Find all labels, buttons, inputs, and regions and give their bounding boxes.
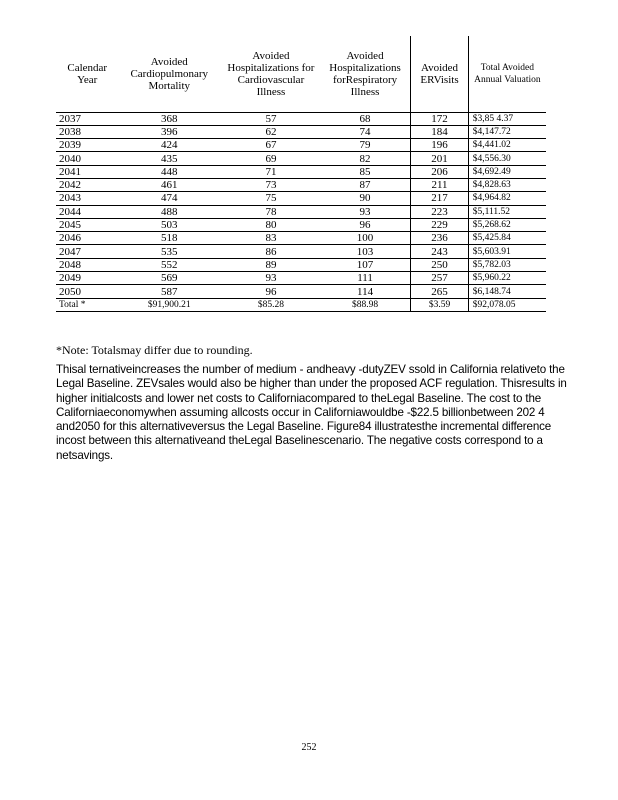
cell-valuation: $5,111.52 xyxy=(468,205,546,218)
cell-resp: 96 xyxy=(359,219,371,232)
cell-cardio: 80 xyxy=(265,219,277,232)
cell-valuation: $5,960.22 xyxy=(468,272,546,285)
cell-mortality: 435 xyxy=(161,152,178,165)
cell-resp: 114 xyxy=(357,285,374,298)
cell-year: 2039 xyxy=(59,139,81,152)
cell-valuation: $4,441.02 xyxy=(468,139,546,152)
cell-year: 2050 xyxy=(59,285,81,298)
cell-resp: 85 xyxy=(359,165,371,178)
cell-resp: 107 xyxy=(356,258,374,271)
cell-mortality: 535 xyxy=(161,245,178,258)
cell-cardio: 69 xyxy=(265,152,277,165)
table-footnote: *Note: Totalsmay differ due to rounding. xyxy=(56,343,253,357)
cell-valuation: $4,147.72 xyxy=(468,125,546,138)
cell-mortality: 461 xyxy=(161,179,178,192)
cell-mortality: 587 xyxy=(161,285,178,298)
total-resp: $88.98 xyxy=(351,299,379,310)
cell-valuation: $4,692.49 xyxy=(468,165,546,178)
cell-year: 2045 xyxy=(59,219,81,232)
cell-mortality: 448 xyxy=(161,165,178,178)
cell-cardio: 57 xyxy=(265,112,277,125)
cell-resp: 74 xyxy=(359,125,371,138)
cell-er: 201 xyxy=(411,152,469,165)
cell-year: 2042 xyxy=(59,179,81,192)
cell-valuation: $4,828.63 xyxy=(468,178,546,191)
cell-cardio: 71 xyxy=(265,165,277,178)
cell-er: 172 xyxy=(411,112,469,125)
cell-year: 2048 xyxy=(59,258,81,271)
body-paragraph xyxy=(56,363,576,463)
table-row xyxy=(56,152,546,165)
total-mortality: $91,900.21 xyxy=(147,299,191,310)
cell-year: 2047 xyxy=(59,245,81,258)
table-row xyxy=(56,125,546,138)
paragraph-text: Thisal ternativeincreases the number of medium - andheavy -dutyZEV ssold in California relativeto the Legal Baseline. ZEVsales would also be higher than under the proposed ACF regulation. Thisresults in higher initialcosts and lower net costs to Californiacompared to theLegal Baseline. The cost to the Californiaeconomywhen assuming allcosts occur in Californiawouldbe -$22.5 billionbetween 202 4 and2050 for this alternativeversus the Legal Baseline. Figure84 illustratesthe incremental difference incost between this alternativeand theLegal Baselinescenario. The negative costs correspond to a netsavings. xyxy=(56,363,567,462)
cell-year: 2044 xyxy=(59,205,81,218)
cell-er: 236 xyxy=(411,232,469,245)
total-label: Total * xyxy=(59,299,86,310)
table-row xyxy=(56,139,546,152)
header-er-visits: Avoided ERVisits xyxy=(411,36,469,112)
cell-valuation: $5,425.84 xyxy=(468,232,546,245)
table-header-row xyxy=(56,36,546,112)
cell-cardio: 96 xyxy=(265,285,277,298)
cell-resp: 87 xyxy=(359,179,371,192)
cell-valuation: $4,964.82 xyxy=(468,192,546,205)
total-valuation: $92,078.05 xyxy=(468,298,546,311)
cell-year: 2040 xyxy=(59,152,81,165)
table-row xyxy=(56,178,546,191)
cell-valuation: $5,782.03 xyxy=(468,258,546,271)
cell-resp: 82 xyxy=(359,152,371,165)
cell-mortality: 474 xyxy=(161,192,178,205)
table-row xyxy=(56,245,546,258)
cell-year: 2046 xyxy=(59,232,81,245)
table-row xyxy=(56,272,546,285)
cell-year: 2037 xyxy=(59,112,81,125)
table-row xyxy=(56,112,546,125)
cell-cardio: 86 xyxy=(265,245,277,258)
cell-year: 2038 xyxy=(59,125,81,138)
cell-er: 184 xyxy=(411,125,469,138)
cell-valuation: $6,148.74 xyxy=(468,285,546,298)
total-cardio: $85.28 xyxy=(257,299,284,310)
header-valuation: Total Avoided Annual Valuation xyxy=(468,36,546,112)
cell-cardio: 89 xyxy=(265,258,277,271)
cell-cardio: 75 xyxy=(265,192,277,205)
header-respiratory: Avoided Hospitalizations forRespiratory Illness xyxy=(329,49,401,98)
cell-er: 196 xyxy=(411,139,469,152)
table-row xyxy=(56,192,546,205)
cell-mortality: 552 xyxy=(161,258,178,271)
table-body xyxy=(56,112,546,311)
cell-er: 229 xyxy=(411,218,469,231)
cell-resp: 93 xyxy=(359,205,371,218)
cell-er: 211 xyxy=(411,178,469,191)
cell-mortality: 518 xyxy=(161,232,178,245)
cell-mortality: 488 xyxy=(161,205,178,218)
cell-mortality: 503 xyxy=(161,219,178,232)
cell-resp: 79 xyxy=(359,139,371,152)
cell-valuation: $5,603.91 xyxy=(468,245,546,258)
cell-er: 223 xyxy=(411,205,469,218)
table-row xyxy=(56,218,546,231)
header-calendar-year: Calendar Year xyxy=(67,61,108,86)
cell-er: 257 xyxy=(411,272,469,285)
cell-resp: 111 xyxy=(357,272,373,285)
cell-cardio: 93 xyxy=(265,272,277,285)
cell-cardio: 78 xyxy=(265,205,277,218)
cell-cardio: 62 xyxy=(265,125,277,138)
cell-cardio: 83 xyxy=(265,232,277,245)
cell-year: 2041 xyxy=(59,165,81,178)
table-row xyxy=(56,165,546,178)
header-cardiovascular: Avoided Hospitalizations for Cardiovascular Illness xyxy=(227,49,315,98)
table-row xyxy=(56,285,546,298)
cell-resp: 103 xyxy=(356,245,374,258)
cell-er: 217 xyxy=(411,192,469,205)
cell-resp: 68 xyxy=(359,112,371,125)
table-row xyxy=(56,258,546,271)
cell-mortality: 424 xyxy=(161,139,178,152)
cell-mortality: 396 xyxy=(161,125,178,138)
avoided-health-outcomes-table xyxy=(56,36,546,312)
cell-valuation: $4,556.30 xyxy=(468,152,546,165)
cell-resp: 90 xyxy=(359,192,371,205)
cell-resp: 100 xyxy=(356,232,374,245)
table-total-row xyxy=(56,298,546,311)
cell-mortality: 368 xyxy=(161,112,178,125)
cell-cardio: 67 xyxy=(265,139,277,152)
cell-cardio: 73 xyxy=(265,179,277,192)
cell-year: 2043 xyxy=(59,192,81,205)
cell-valuation: $3,85 4.37 xyxy=(468,112,546,125)
cell-mortality: 569 xyxy=(161,272,178,285)
cell-er: 250 xyxy=(411,258,469,271)
cell-er: 243 xyxy=(411,245,469,258)
page-number: 252 xyxy=(301,742,317,753)
cell-valuation: $5,268.62 xyxy=(468,218,546,231)
table-row xyxy=(56,205,546,218)
cell-er: 206 xyxy=(411,165,469,178)
table-row xyxy=(56,232,546,245)
total-er: $3.59 xyxy=(411,298,469,311)
header-mortality: Avoided Cardiopulmonary Mortality xyxy=(130,55,209,92)
cell-er: 265 xyxy=(411,285,469,298)
cell-year: 2049 xyxy=(59,272,81,285)
